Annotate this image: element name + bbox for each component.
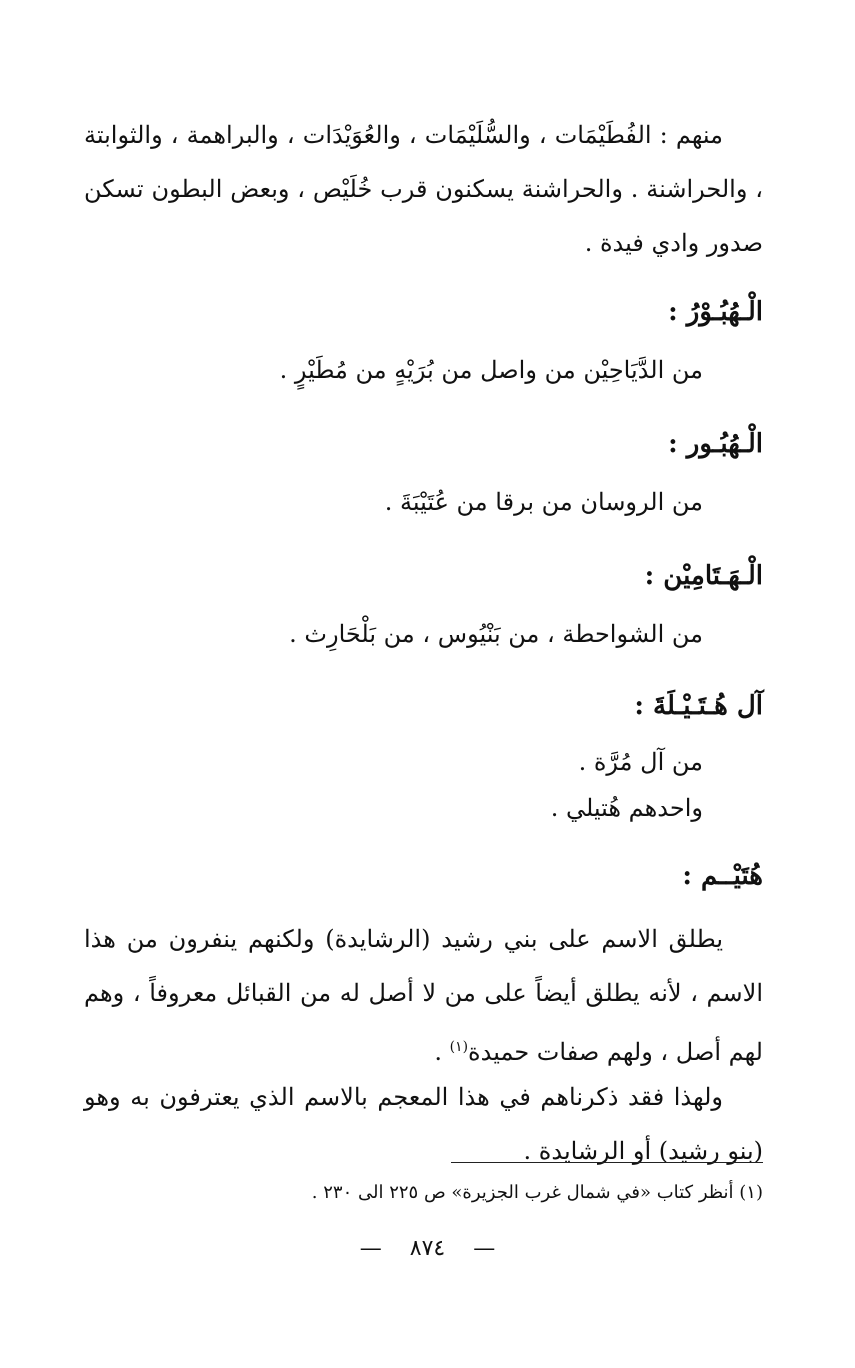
entry-heading-hutaym: هُتَيْــم : [682, 861, 763, 891]
entry-heading-alhubur-1: الْـهُبُـوْرُ : [668, 297, 763, 327]
entry-line: من الشواحطة ، من بَنْيُوس ، من بَلْحَارِث . [289, 620, 703, 648]
page-dash-right: — [473, 1236, 496, 1261]
hutaym-paragraph-1-text: يطلق الاسم على بني رشيد (الرشايدة) ولكنهم ينفرون من هذا الاسم ، لأنه يطلق أيضاً على من لا أصل له من القبائل معروفاً ، وهم لهم أصل ، ولهم صفات حميدة [84, 925, 763, 1066]
hutaym-paragraph-2: ولهذا فقد ذكرناهم في هذا المعجم بالاسم الذي يعترفون به وهو (بنو رشيد) أو الرشايدة . [84, 1083, 763, 1165]
entry-line: من الروسان من برقا من عُتَيْبَةَ . [384, 488, 703, 516]
page-number [0, 1234, 855, 1264]
page-number-value: ٨٧٤ [409, 1236, 446, 1261]
entry-heading-al-hutaylah: آل هُـتَـيْـلَةَ : [634, 691, 763, 721]
entry-line: واحدهم هُتيلي . [550, 794, 703, 822]
hutaym-paragraph-1-end: . [434, 1038, 450, 1066]
entry-line: من الدَّيَاحِيْن من واصل من بُرَيْهٍ من مُطَيْرٍ . [279, 356, 703, 384]
entry-line: من آل مُرَّة . [578, 748, 703, 776]
footnote-marker: (١) [449, 1039, 469, 1055]
hutaym-paragraph-1 [84, 912, 763, 1079]
footnote: (١) أنظر كتاب «في شمال غرب الجزيرة» ص ٢٢٥ الى ٢٣٠ . [311, 1182, 763, 1203]
entry-heading-alhubur-2: الْـهُبُـور : [668, 429, 763, 459]
intro-paragraph: منهم : الفُطَيْمَات ، والسُّلَيْمَات ، والعُوَيْدَات ، والبراهمة ، والثوابتة ، والحراشنة . والحراشنة يسكنون قرب خُلَيْص ، وبعض البطون تسكن صدور وادي فيدة . [84, 121, 763, 257]
footnote-divider [451, 1162, 763, 1163]
page-dash-left: — [359, 1236, 382, 1261]
entry-heading-alhatamin: الْـهَـتَامِيْن : [644, 561, 763, 591]
